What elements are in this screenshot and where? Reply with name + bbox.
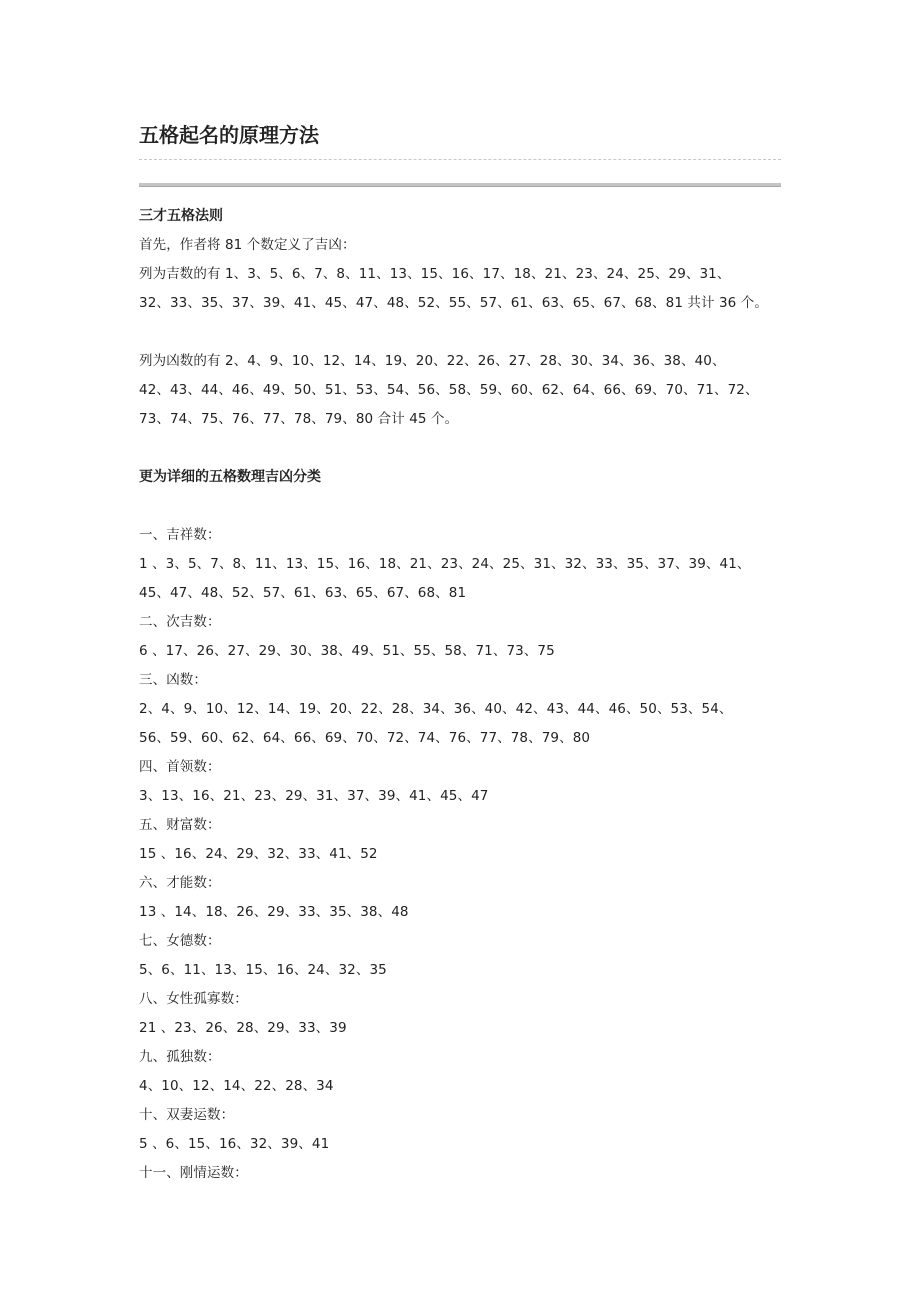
category-numbers: 5、6、11、13、15、16、24、32、35 [139,962,387,978]
document-page [139,118,787,1188]
dotted-divider [139,159,781,160]
category-numbers: 6 、17、26、27、29、30、38、49、51、55、58、71、73、75 [139,643,555,659]
category-numbers: 13 、14、18、26、29、33、35、38、48 [139,904,409,920]
category-label: 十、双妻运数： [139,1107,235,1123]
lucky-numbers-line: 32、33、35、37、39、41、45、47、48、52、55、57、61、63、65、67、68、81 共计 36 个。 [139,295,768,311]
spacer [139,434,787,463]
unlucky-numbers-line: 42、43、44、46、49、50、51、53、54、56、58、59、60、62、64、66、69、70、71、72、 [139,382,759,398]
section-heading-rules: 三才五格法则 [139,208,223,224]
category-numbers: 45、47、48、52、57、61、63、65、67、68、81 [139,585,467,601]
category-label: 六、才能数： [139,875,221,891]
page-title: 五格起名的原理方法 [139,123,319,147]
category-label: 八、女性孤寡数： [139,991,248,1007]
category-numbers: 5 、6、15、16、32、39、41 [139,1136,330,1152]
category-label: 七、女德数： [139,933,221,949]
category-numbers: 2、4、9、10、12、14、19、20、22、28、34、36、40、42、43、44、46、50、53、54、 [139,701,733,717]
lucky-numbers-line: 列为吉数的有 1、3、5、6、7、8、11、13、15、16、17、18、21、23、24、25、29、31、 [139,266,731,282]
category-list [139,521,787,1188]
category-label: 一、吉祥数： [139,527,221,543]
unlucky-numbers-line: 73、74、75、76、77、78、79、80 合计 45 个。 [139,411,459,427]
thick-divider [139,183,781,187]
category-numbers: 56、59、60、62、64、66、69、70、72、74、76、77、78、79、80 [139,730,591,746]
intro-text: 首先，作者将 81 个数定义了吉凶： [139,237,356,253]
category-numbers: 21 、23、26、28、29、33、39 [139,1020,347,1036]
category-label: 十一、刚情运数： [139,1165,248,1181]
category-numbers: 3、13、16、21、23、29、31、37、39、41、45、47 [139,788,489,804]
unlucky-numbers-line: 列为凶数的有 2、4、9、10、12、14、19、20、22、26、27、28、30、34、36、38、40、 [139,353,726,369]
category-label: 九、孤独数： [139,1049,221,1065]
category-label: 三、凶数： [139,672,207,688]
category-label: 二、次吉数： [139,614,221,630]
section-heading-classification: 更为详细的五格数理吉凶分类 [139,469,321,485]
category-label: 五、财富数： [139,817,221,833]
spacer [139,492,787,521]
category-numbers: 1 、3、5、7、8、11、13、15、16、18、21、23、24、25、31、32、33、35、37、39、41、 [139,556,751,572]
spacer [139,318,787,347]
category-numbers: 15 、16、24、29、32、33、41、52 [139,846,378,862]
category-numbers: 4、10、12、14、22、28、34 [139,1078,334,1094]
category-label: 四、首领数： [139,759,221,775]
